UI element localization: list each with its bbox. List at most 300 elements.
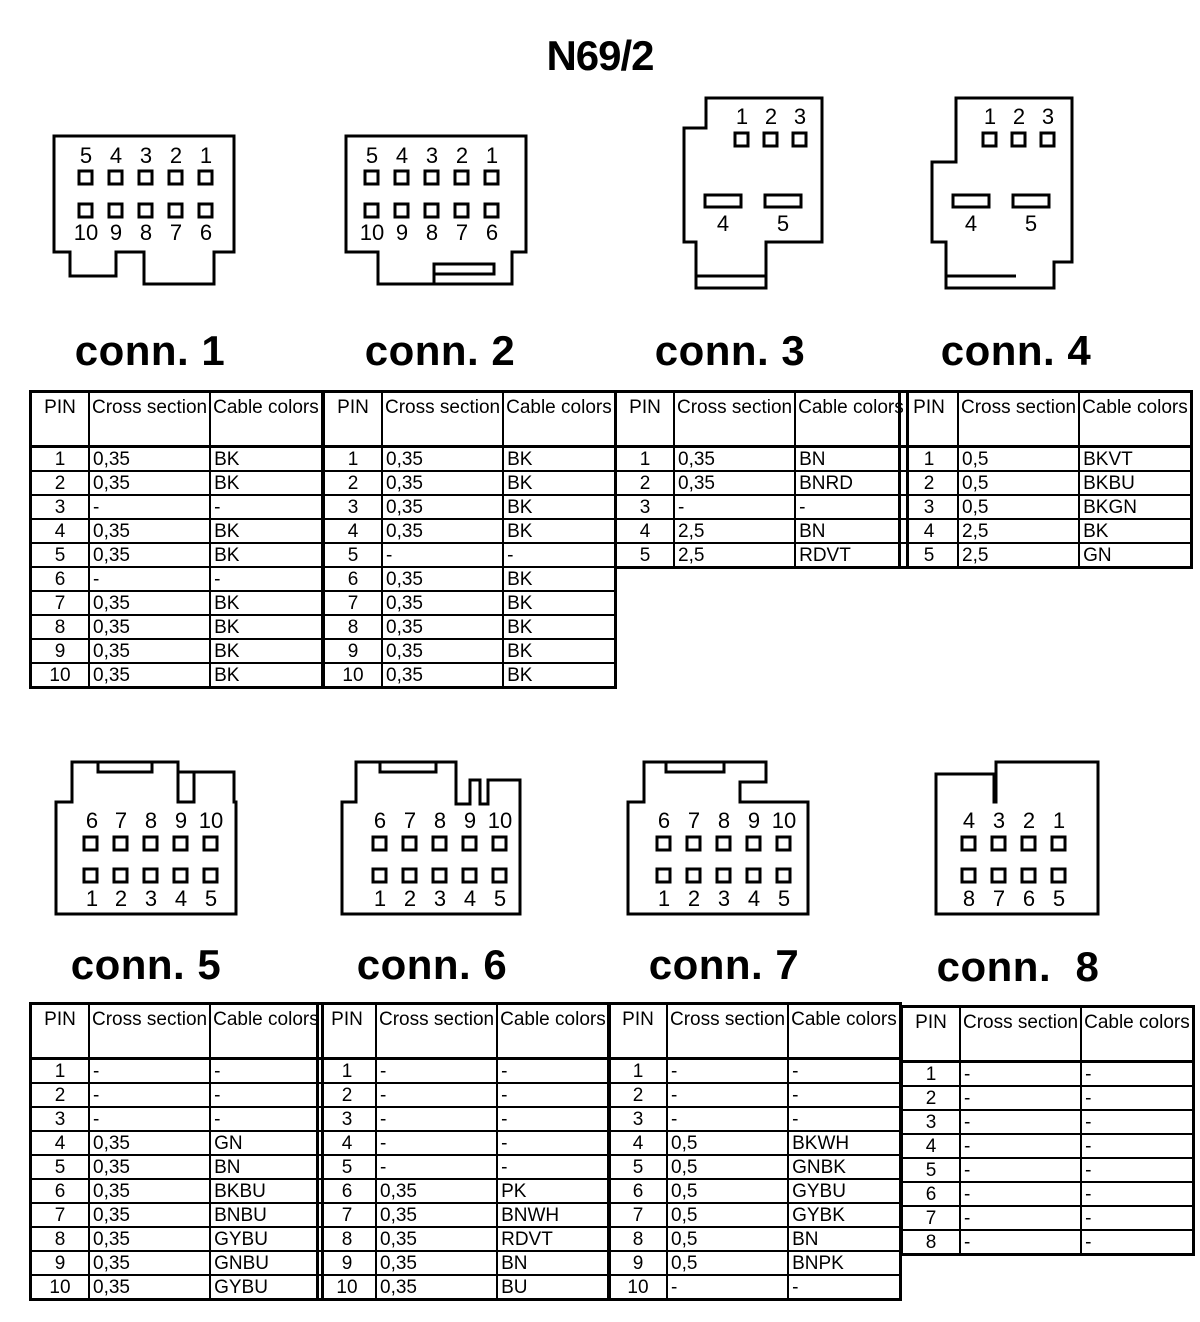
table-row	[31, 1179, 323, 1203]
pin-number: 3	[318, 1107, 377, 1131]
cross-section: 0,35	[89, 519, 210, 543]
pin-label: 5	[777, 886, 791, 911]
pin-number: 4	[324, 519, 383, 543]
cross-section: 2,5	[958, 543, 1079, 568]
cross-section: -	[89, 495, 210, 519]
pin-number: 1	[31, 447, 90, 472]
cable-color: BK	[503, 615, 615, 639]
cable-color: RDVT	[795, 543, 907, 568]
table-row	[31, 1107, 323, 1131]
cross-section-header: Cross section	[667, 1004, 788, 1059]
connector-5-name: conn. 5	[70, 941, 222, 988]
cable-color: -	[1081, 1206, 1193, 1230]
cross-section: 0,35	[89, 447, 210, 472]
cable-color: GN	[1079, 543, 1191, 568]
pin-number: 4	[609, 1131, 668, 1155]
pin-label: 5	[776, 211, 790, 236]
pin-label: 5	[365, 143, 379, 168]
table-row	[324, 495, 616, 519]
connector-3-diagram	[682, 96, 832, 296]
cross-section: -	[960, 1230, 1081, 1255]
table-row	[609, 1275, 901, 1300]
cable-color: BK	[210, 447, 322, 472]
table-row	[609, 1203, 901, 1227]
pin-number: 3	[900, 495, 959, 519]
pin-number: 5	[318, 1155, 377, 1179]
cross-section: 0,35	[382, 567, 503, 591]
pin-number: 5	[324, 543, 383, 567]
cross-section: 0,35	[674, 447, 795, 472]
pin-label: 3	[425, 143, 439, 168]
cable-color: BK	[503, 639, 615, 663]
cross-section: -	[960, 1110, 1081, 1134]
pin-number: 4	[31, 1131, 90, 1155]
cross-section: 2,5	[674, 543, 795, 568]
pin-number: 3	[31, 1107, 90, 1131]
table-row	[324, 447, 616, 472]
cable-color: BKBU	[1079, 471, 1191, 495]
pin-label: 4	[463, 886, 477, 911]
cable-color: BK	[503, 591, 615, 615]
cross-section-header: Cross section	[960, 1007, 1081, 1062]
cable-color: BK	[1079, 519, 1191, 543]
pin-label: 3	[992, 808, 1006, 833]
cable-color: GYBU	[788, 1179, 900, 1203]
table-header-row	[616, 392, 908, 447]
cable-color: -	[788, 1083, 900, 1107]
pin-label: 2	[403, 886, 417, 911]
cable-color: BNPK	[788, 1251, 900, 1275]
pin-number: 8	[902, 1230, 961, 1255]
pin-header: PIN	[31, 1004, 90, 1059]
pin-number: 7	[31, 591, 90, 615]
table-row	[900, 471, 1192, 495]
pin-label: 4	[964, 211, 978, 236]
table-row	[900, 447, 1192, 472]
pin-label: 7	[403, 808, 417, 833]
table-row	[318, 1131, 610, 1155]
cable-color: GNBK	[788, 1155, 900, 1179]
pin-label: 5	[1024, 211, 1038, 236]
cross-section: -	[960, 1206, 1081, 1230]
pin-number: 10	[31, 1275, 90, 1300]
pin-header: PIN	[902, 1007, 961, 1062]
cross-section: 0,5	[667, 1251, 788, 1275]
cable-color: BNWH	[497, 1203, 609, 1227]
cable-color: BN	[795, 447, 907, 472]
pin-label: 8	[139, 220, 153, 245]
pin-number: 2	[31, 471, 90, 495]
table-row	[900, 543, 1192, 568]
pin-number: 7	[318, 1203, 377, 1227]
cross-section-header: Cross section	[958, 392, 1079, 447]
pin-number: 5	[31, 1155, 90, 1179]
table-row	[609, 1227, 901, 1251]
cable-color: BN	[795, 519, 907, 543]
pin-label: 4	[962, 808, 976, 833]
pin-label: 4	[395, 143, 409, 168]
pin-label: 8	[962, 886, 976, 911]
connector-4-diagram	[930, 96, 1080, 296]
cable-color: -	[503, 543, 615, 567]
pin-number: 9	[609, 1251, 668, 1275]
cross-section: -	[960, 1086, 1081, 1110]
cable-color: -	[210, 1107, 322, 1131]
pin-label: 4	[109, 143, 123, 168]
pin-label: 3	[433, 886, 447, 911]
cable-color: -	[1081, 1230, 1193, 1255]
connector-1-diagram	[52, 134, 242, 294]
cable-color: BK	[210, 615, 322, 639]
connector-3-name: conn. 3	[654, 327, 806, 374]
pin-label: 3	[717, 886, 731, 911]
cross-section: 0,35	[382, 639, 503, 663]
pin-number: 10	[31, 663, 90, 688]
cross-section: 0,35	[89, 663, 210, 688]
table-row	[616, 495, 908, 519]
cross-section: 0,35	[89, 639, 210, 663]
pin-number: 1	[902, 1062, 961, 1087]
pin-number: 3	[31, 495, 90, 519]
table-row	[900, 519, 1192, 543]
cable-color: -	[1081, 1158, 1193, 1182]
cable-color: BK	[503, 519, 615, 543]
pin-label: 9	[463, 808, 477, 833]
cable-color: GYBK	[788, 1203, 900, 1227]
table-row	[318, 1155, 610, 1179]
pin-number: 8	[609, 1227, 668, 1251]
cross-section: 2,5	[674, 519, 795, 543]
table-header-row	[902, 1007, 1194, 1062]
cable-color: PK	[497, 1179, 609, 1203]
pin-label: 1	[373, 886, 387, 911]
cross-section: 0,35	[382, 591, 503, 615]
cable-color: -	[497, 1083, 609, 1107]
cable-color: -	[788, 1275, 900, 1300]
connector-6-diagram	[340, 760, 530, 920]
pin-number: 5	[616, 543, 675, 568]
table-row	[324, 543, 616, 567]
pin-label: 6	[485, 220, 499, 245]
cross-section: -	[376, 1083, 497, 1107]
cable-color: GYBU	[210, 1275, 322, 1300]
cable-color: BK	[210, 639, 322, 663]
cross-section: 0,35	[382, 471, 503, 495]
table-row	[609, 1107, 901, 1131]
cross-section: 0,35	[89, 1251, 210, 1275]
table-row	[31, 663, 323, 688]
cross-section: 0,35	[376, 1203, 497, 1227]
cross-section: 0,35	[89, 1275, 210, 1300]
connector-7-table	[607, 1002, 902, 1301]
pin-label: 2	[114, 886, 128, 911]
table-row	[31, 567, 323, 591]
cross-section: 0,5	[667, 1131, 788, 1155]
cross-section: -	[376, 1155, 497, 1179]
pin-number: 1	[609, 1059, 668, 1084]
table-row	[609, 1083, 901, 1107]
cable-color: BNBU	[210, 1203, 322, 1227]
pin-label: 10	[359, 220, 385, 245]
cross-section: 0,35	[674, 471, 795, 495]
pin-label: 3	[1041, 104, 1055, 129]
cable-color: BK	[503, 471, 615, 495]
connector-8-diagram	[934, 760, 1104, 920]
cross-section: 0,35	[376, 1251, 497, 1275]
cross-section: -	[960, 1134, 1081, 1158]
table-row	[318, 1203, 610, 1227]
pin-number: 5	[900, 543, 959, 568]
connector-7-name: conn. 7	[648, 941, 800, 988]
cable-color: -	[497, 1155, 609, 1179]
cable-color: BK	[503, 447, 615, 472]
cross-section: 0,5	[958, 471, 1079, 495]
pin-number: 4	[318, 1131, 377, 1155]
cross-section: 0,35	[89, 1155, 210, 1179]
pin-number: 7	[31, 1203, 90, 1227]
table-row	[902, 1134, 1194, 1158]
pin-label: 1	[485, 143, 499, 168]
table-row	[324, 639, 616, 663]
cable-color: BU	[497, 1275, 609, 1300]
cable-color: BKWH	[788, 1131, 900, 1155]
table-row	[318, 1179, 610, 1203]
cable-color: BKVT	[1079, 447, 1191, 472]
pin-number: 6	[31, 1179, 90, 1203]
table-header-row	[318, 1004, 610, 1059]
cross-section: 0,35	[376, 1275, 497, 1300]
connector-3-table	[614, 390, 909, 569]
cable-color: -	[1081, 1134, 1193, 1158]
pin-label: 1	[85, 886, 99, 911]
pin-label: 6	[657, 808, 671, 833]
table-row	[31, 1227, 323, 1251]
cross-section: 0,5	[667, 1179, 788, 1203]
pin-label: 1	[199, 143, 213, 168]
pin-label: 7	[114, 808, 128, 833]
pin-number: 1	[900, 447, 959, 472]
pin-number: 9	[31, 639, 90, 663]
pin-number: 2	[616, 471, 675, 495]
cable-color: BNRD	[795, 471, 907, 495]
cable-color: BK	[210, 543, 322, 567]
cable-colors-header: Cable colors	[1081, 1007, 1193, 1062]
cross-section: 0,35	[376, 1227, 497, 1251]
table-row	[609, 1155, 901, 1179]
cross-section: 0,35	[89, 591, 210, 615]
pin-number: 10	[318, 1275, 377, 1300]
table-row	[31, 1203, 323, 1227]
cable-color: BK	[503, 663, 615, 688]
connector-8-table	[900, 1005, 1195, 1256]
cable-color: BK	[210, 663, 322, 688]
pin-label: 4	[174, 886, 188, 911]
cable-color: -	[210, 567, 322, 591]
table-row	[324, 519, 616, 543]
pin-number: 2	[902, 1086, 961, 1110]
cross-section: -	[667, 1275, 788, 1300]
pin-label: 2	[687, 886, 701, 911]
pin-number: 3	[609, 1107, 668, 1131]
cross-section: -	[89, 1059, 210, 1084]
pin-number: 6	[609, 1179, 668, 1203]
table-row	[902, 1230, 1194, 1255]
pin-number: 7	[902, 1206, 961, 1230]
pin-number: 5	[902, 1158, 961, 1182]
connector-6-name: conn. 6	[356, 941, 508, 988]
cable-color: GNBU	[210, 1251, 322, 1275]
cable-color: -	[788, 1107, 900, 1131]
cross-section-header: Cross section	[382, 392, 503, 447]
cross-section: 0,35	[89, 1179, 210, 1203]
table-row	[609, 1059, 901, 1084]
pin-label: 8	[717, 808, 731, 833]
table-row	[31, 1083, 323, 1107]
pin-label: 1	[983, 104, 997, 129]
pin-number: 1	[616, 447, 675, 472]
pin-label: 9	[395, 220, 409, 245]
cross-section: 0,5	[667, 1203, 788, 1227]
cross-section: 0,35	[382, 495, 503, 519]
connector-5-diagram	[54, 760, 244, 920]
pin-label: 8	[425, 220, 439, 245]
table-row	[31, 1251, 323, 1275]
cross-section: 0,35	[382, 615, 503, 639]
table-row	[318, 1059, 610, 1084]
pin-number: 4	[31, 519, 90, 543]
cross-section: -	[376, 1059, 497, 1084]
pin-label: 4	[747, 886, 761, 911]
table-header-row	[31, 1004, 323, 1059]
connector-2-table	[322, 390, 617, 689]
pin-label: 2	[1012, 104, 1026, 129]
cross-section: -	[376, 1107, 497, 1131]
pin-label: 2	[764, 104, 778, 129]
table-row	[31, 1155, 323, 1179]
pin-number: 4	[902, 1134, 961, 1158]
pin-label: 9	[109, 220, 123, 245]
pin-label: 4	[716, 211, 730, 236]
pin-number: 10	[609, 1275, 668, 1300]
connector-5-table	[29, 1002, 324, 1301]
cross-section: -	[382, 543, 503, 567]
cross-section: -	[960, 1182, 1081, 1206]
cable-color: BK	[210, 591, 322, 615]
pin-number: 9	[31, 1251, 90, 1275]
pin-label: 6	[199, 220, 213, 245]
pin-number: 2	[609, 1083, 668, 1107]
table-row	[31, 471, 323, 495]
pin-label: 7	[169, 220, 183, 245]
cross-section: 0,35	[89, 1131, 210, 1155]
table-row	[31, 591, 323, 615]
cable-color: -	[497, 1131, 609, 1155]
cross-section: -	[89, 1107, 210, 1131]
cross-section: -	[89, 1083, 210, 1107]
cable-colors-header: Cable colors	[1079, 392, 1191, 447]
cross-section: 0,35	[382, 663, 503, 688]
pin-number: 6	[31, 567, 90, 591]
table-row	[31, 519, 323, 543]
cross-section: 2,5	[958, 519, 1079, 543]
table-header-row	[900, 392, 1192, 447]
cable-color: BN	[497, 1251, 609, 1275]
pin-label: 2	[169, 143, 183, 168]
pin-header: PIN	[318, 1004, 377, 1059]
table-row	[900, 495, 1192, 519]
pin-number: 1	[318, 1059, 377, 1084]
cable-color: GN	[210, 1131, 322, 1155]
table-row	[616, 519, 908, 543]
pin-label: 8	[144, 808, 158, 833]
pin-number: 4	[616, 519, 675, 543]
cross-section: -	[89, 567, 210, 591]
pin-label: 3	[793, 104, 807, 129]
cross-section: -	[667, 1107, 788, 1131]
cross-section: 0,5	[667, 1227, 788, 1251]
pin-number: 8	[324, 615, 383, 639]
page-title: N69/2	[546, 32, 654, 79]
connector-7-diagram	[626, 760, 816, 920]
cable-color: BKBU	[210, 1179, 322, 1203]
pin-number: 7	[324, 591, 383, 615]
table-row	[324, 471, 616, 495]
pin-number: 6	[318, 1179, 377, 1203]
pin-number: 8	[31, 615, 90, 639]
cable-color: BK	[210, 519, 322, 543]
cable-colors-header: Cable colors	[210, 1004, 322, 1059]
pin-number: 3	[324, 495, 383, 519]
table-row	[31, 639, 323, 663]
pin-number: 2	[900, 471, 959, 495]
pin-label: 2	[1022, 808, 1036, 833]
cross-section-header: Cross section	[89, 392, 210, 447]
cross-section-header: Cross section	[674, 392, 795, 447]
cross-section: 0,5	[958, 447, 1079, 472]
pin-label: 1	[735, 104, 749, 129]
pin-label: 3	[139, 143, 153, 168]
table-row	[31, 1131, 323, 1155]
pin-label: 7	[687, 808, 701, 833]
cable-color: BK	[503, 495, 615, 519]
cross-section: -	[667, 1083, 788, 1107]
pin-label: 9	[747, 808, 761, 833]
pin-header: PIN	[616, 392, 675, 447]
pin-number: 1	[324, 447, 383, 472]
pin-label: 5	[204, 886, 218, 911]
pin-label: 10	[771, 808, 797, 833]
cable-color: -	[1081, 1086, 1193, 1110]
pin-number: 9	[324, 639, 383, 663]
pin-number: 9	[318, 1251, 377, 1275]
cross-section: 0,35	[382, 519, 503, 543]
cable-colors-header: Cable colors	[497, 1004, 609, 1059]
cable-color: -	[210, 1083, 322, 1107]
cable-color: -	[210, 495, 322, 519]
cable-color: -	[788, 1059, 900, 1084]
table-row	[609, 1131, 901, 1155]
pin-number: 3	[902, 1110, 961, 1134]
table-row	[31, 447, 323, 472]
pin-number: 4	[900, 519, 959, 543]
cable-color: -	[1081, 1182, 1193, 1206]
pin-number: 6	[324, 567, 383, 591]
cross-section: -	[674, 495, 795, 519]
table-row	[616, 543, 908, 568]
cable-colors-header: Cable colors	[503, 392, 615, 447]
cable-color: BN	[788, 1227, 900, 1251]
cable-color: -	[795, 495, 907, 519]
